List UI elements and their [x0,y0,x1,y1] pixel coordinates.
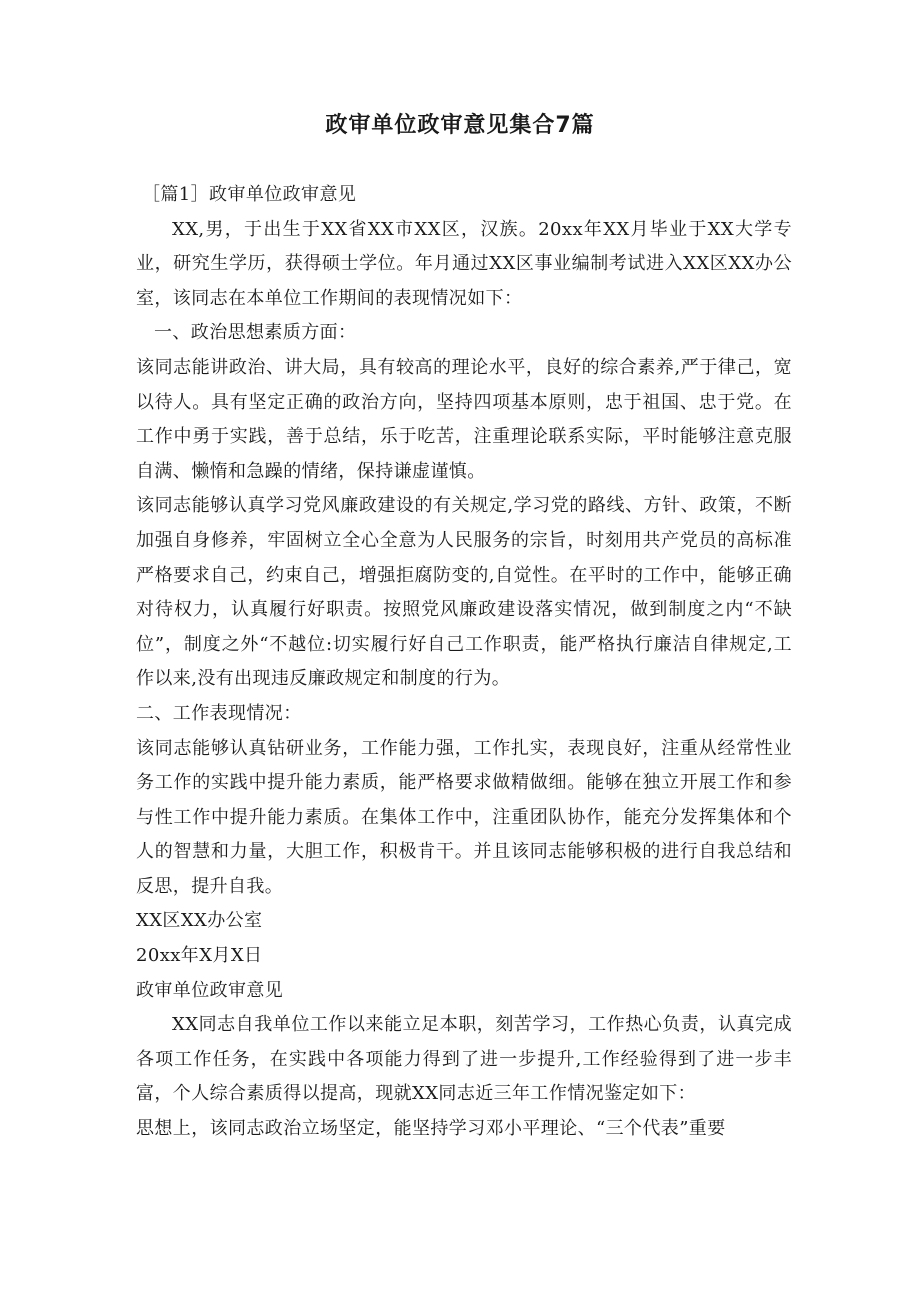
paragraph: 思想上，该同志政治立场坚定，能坚持学习邓小平理论、“三个代表”重要 [136,1118,726,1140]
signature-office: XX区XX办公室 [136,910,263,932]
section-header: 政审单位政审意见 [136,979,284,1001]
document-body [136,178,792,1147]
document-title: 政审单位政审意见集合7篇 [325,113,595,138]
section-heading: 一、政治思想素质方面： [154,322,357,344]
signature-date: 20xx年X月X日 [136,945,263,967]
section-heading: 二、工作表现情况： [136,702,302,724]
paragraph: XX,男，于出生于XX省XX市XX区，汉族。20xx年XX月毕业于XX大学专业，研究生学历，获得硕士学位。年月通过XX区事业编制考试进入XX区XX办公室，该同志在本单位工作期间的表现情况如下： [136,218,792,309]
section-header: ［篇1］政审单位政审意见 [142,184,357,205]
paragraph: 该同志能够认真钻研业务，工作能力强，工作扎实，表现良好，注重从经常性业务工作的实践中提升能力素质，能严格要求做精做细。能够在独立开展工作和参与性工作中提升能力素质。在集体工作中，注重团队协作，能充分发挥集体和个人的智慧和力量，大胆工作，积极肯干。并且该同志能够积极的进行自我总结和反思，提升自我。 [136,737,792,897]
paragraph: 该同志能够认真学习党风廉政建设的有关规定,学习党的路线、方针、政策，不断加强自身修养，牢固树立全心全意为人民服务的宗旨，时刻用共产党员的高标准严格要求自己，约束自己，增强拒腐防变的,自觉性。在平时的工作中，能够正确对待权力，认真履行好职责。按照党风廉政建设落实情况，做到制度之内“不缺位”，制度之外“不越位:切实履行好自己工作职责，能严格执行廉洁自律规定,工作以来,没有出现违反廉政规定和制度的行为。 [136,495,792,690]
paragraph: 该同志能讲政治、讲大局，具有较高的理论水平，良好的综合素养,严于律己，宽以待人。具有坚定正确的政治方向，坚持四项基本原则，忠于祖国、忠于党。在工作中勇于实践，善于总结，乐于吃苦，注重理论联系实际，平时能够注意克服自满、懒惰和急躁的情绪，保持谦虚谨慎。 [136,356,792,482]
paragraph: XX同志自我单位工作以来能立足本职，刻苦学习，工作热心负责，认真完成各项工作任务，在实践中各项能力得到了进一步提升,工作经验得到了进一步丰富，个人综合素质得以提高，现就XX同志近三年工作情况鉴定如下： [136,1014,792,1105]
